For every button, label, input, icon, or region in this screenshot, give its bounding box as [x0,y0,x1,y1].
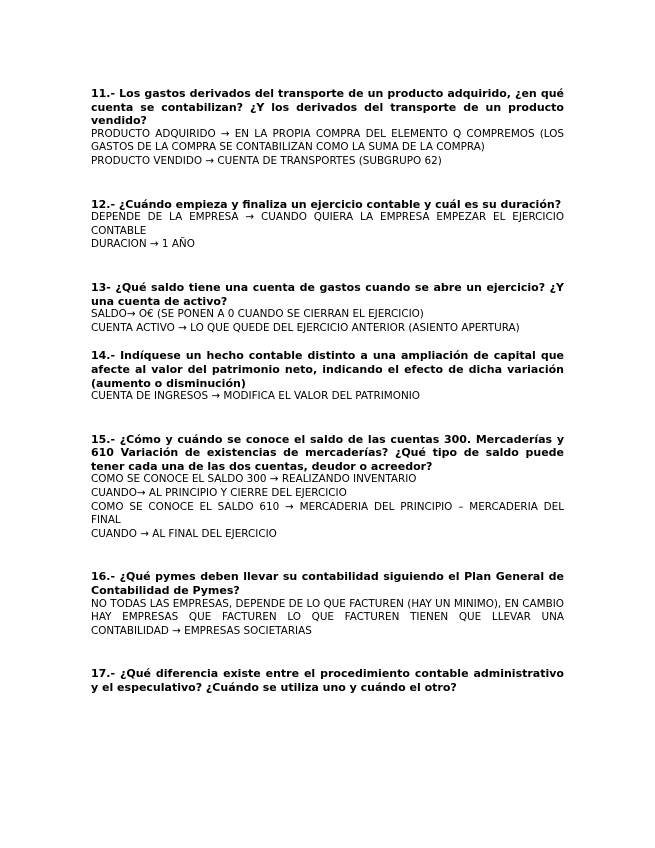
answer-15-2: CUANDO→ AL PRINCIPIO Y CIERRE DEL EJERCICIO [91,487,347,500]
question-12: 12.- ¿Cuándo empieza y finaliza un ejercicio contable y cuál es su duración? [91,197,562,211]
question-13-section [91,281,564,335]
question-12-section [91,198,564,252]
question-15: 15.- ¿Cómo y cuándo se conoce el saldo de las cuentas 300. Mercaderías y 610 Variación de existencias de mercaderías? ¿Qué tipo de saldo puede tener cada una de las dos cuentas, deudor o acreedor? [91,432,564,473]
question-11-section [91,87,564,169]
answer-11-2: PRODUCTO VENDIDO → CUENTA DE TRANSPORTES (SUBGRUPO 62) [91,154,442,167]
question-14-section [91,349,564,403]
answer-12-2: DURACION → 1 AÑO [91,238,195,251]
question-16: 16.- ¿Qué pymes deben llevar su contabilidad siguiendo el Plan General de Contabilidad de Pymes? [91,570,564,598]
answer-11-1: PRODUCTO ADQUIRIDO → EN LA PROPIA COMPRA DEL ELEMENTO Q COMPREMOS (LOS GASTOS DE LA COMPRA SE CONTABILIZAN COMO LA SUMA DE LA COMPRA) [91,127,564,154]
question-13: 13- ¿Qué saldo tiene una cuenta de gastos cuando se abre un ejercicio? ¿Y una cuenta de activo? [91,280,564,308]
question-16-section [91,570,564,638]
answer-13-2: CUENTA ACTIVO → LO QUE QUEDE DEL EJERCICIO ANTERIOR (ASIENTO APERTURA) [91,321,520,334]
question-17: 17.- ¿Qué diferencia existe entre el procedimiento contable administrativo y el especulativo? ¿Cuándo se utiliza uno y cuándo el otro? [91,667,564,694]
answer-13-1: SALDO→ O€ (SE PONEN A 0 CUANDO SE CIERRAN EL EJERCICIO) [91,308,424,321]
answer-15-3: COMO SE CONOCE EL SALDO 610 → MERCADERIA DEL PRINCIPIO – MERCADERIA DEL FINAL [91,500,564,527]
answer-12-1: DEPENDE DE LA EMPRESA → CUANDO QUIERA LA EMPRESA EMPEZAR EL EJERCICIO CONTABLE [91,211,564,237]
answer-15-4: CUANDO → AL FINAL DEL EJERCICIO [91,527,277,540]
answer-16-1: NO TODAS LAS EMPRESAS, DEPENDE DE LO QUE FACTUREN (HAY UN MINIMO), EN CAMBIO HAY EMPRESAS QUE FACTUREN LO QUE FACTUREN TIENEN QUE LLEVAR UNA CONTABILIDAD → EMPRESAS SOCIETARIAS [91,597,564,637]
question-17-section [91,667,564,694]
answer-14-1: CUENTA DE INGRESOS → MODIFICA EL VALOR DEL PATRIMONIO [91,390,420,403]
document-page [91,87,564,695]
answer-15-1: COMO SE CONOCE EL SALDO 300 → REALIZANDO INVENTARIO [91,473,417,486]
question-14: 14.- Indíquese un hecho contable distinto a una ampliación de capital que afecte al valor del patrimonio neto, indicando el efecto de dicha variación (aumento o disminución) [91,349,564,390]
question-11: 11.- Los gastos derivados del transporte de un producto adquirido, ¿en qué cuenta se contabilizan? ¿Y los derivados del transporte de un producto vendido? [91,87,564,128]
question-15-section [91,433,564,542]
